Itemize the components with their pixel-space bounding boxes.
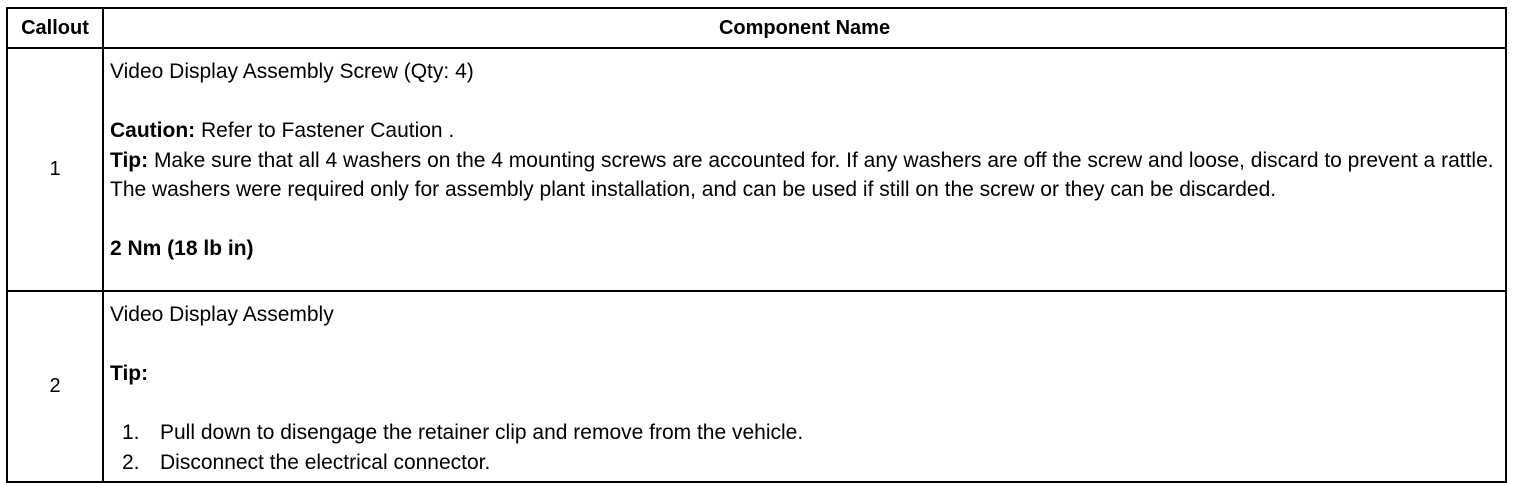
component-title: Video Display Assembly Screw (Qty: 4) [110, 60, 474, 83]
step-list [110, 418, 1499, 477]
tip-note [110, 146, 1499, 205]
tip-text: Make sure that all 4 washers on the 4 mounting screws are accounted for. If any washers are off the screw and loose, discard to prevent a rattle. The washers were required only for assembly plant installation, and can be used if still on the screw or they can be discarded. [110, 148, 1494, 201]
caution-label: Caution: [110, 119, 196, 142]
component-description [103, 48, 1506, 291]
callout-header: Callout [7, 8, 103, 48]
torque-spec: 2 Nm (18 lb in) [110, 237, 254, 260]
step-number: 1. [122, 421, 140, 444]
table-header-row [7, 8, 1506, 48]
table-row [7, 291, 1506, 482]
caution-text: Refer to Fastener Caution . [195, 119, 455, 142]
component-description [103, 291, 1506, 482]
component-name-header: Component Name [103, 8, 1506, 48]
tip-label: Tip: [110, 362, 149, 385]
list-item [122, 448, 1499, 478]
table-row [7, 48, 1506, 291]
caution-note [110, 116, 1499, 146]
step-text: Pull down to disengage the retainer clip and remove from the vehicle. [160, 421, 804, 444]
tip-label: Tip: [110, 148, 149, 172]
step-text: Disconnect the electrical connector. [160, 450, 491, 474]
callout-number: 1 [7, 48, 103, 291]
list-item [122, 418, 1499, 448]
step-number: 2. [122, 450, 140, 474]
component-title: Video Display Assembly [110, 303, 334, 326]
component-table [6, 7, 1507, 483]
callout-number: 2 [7, 291, 103, 482]
